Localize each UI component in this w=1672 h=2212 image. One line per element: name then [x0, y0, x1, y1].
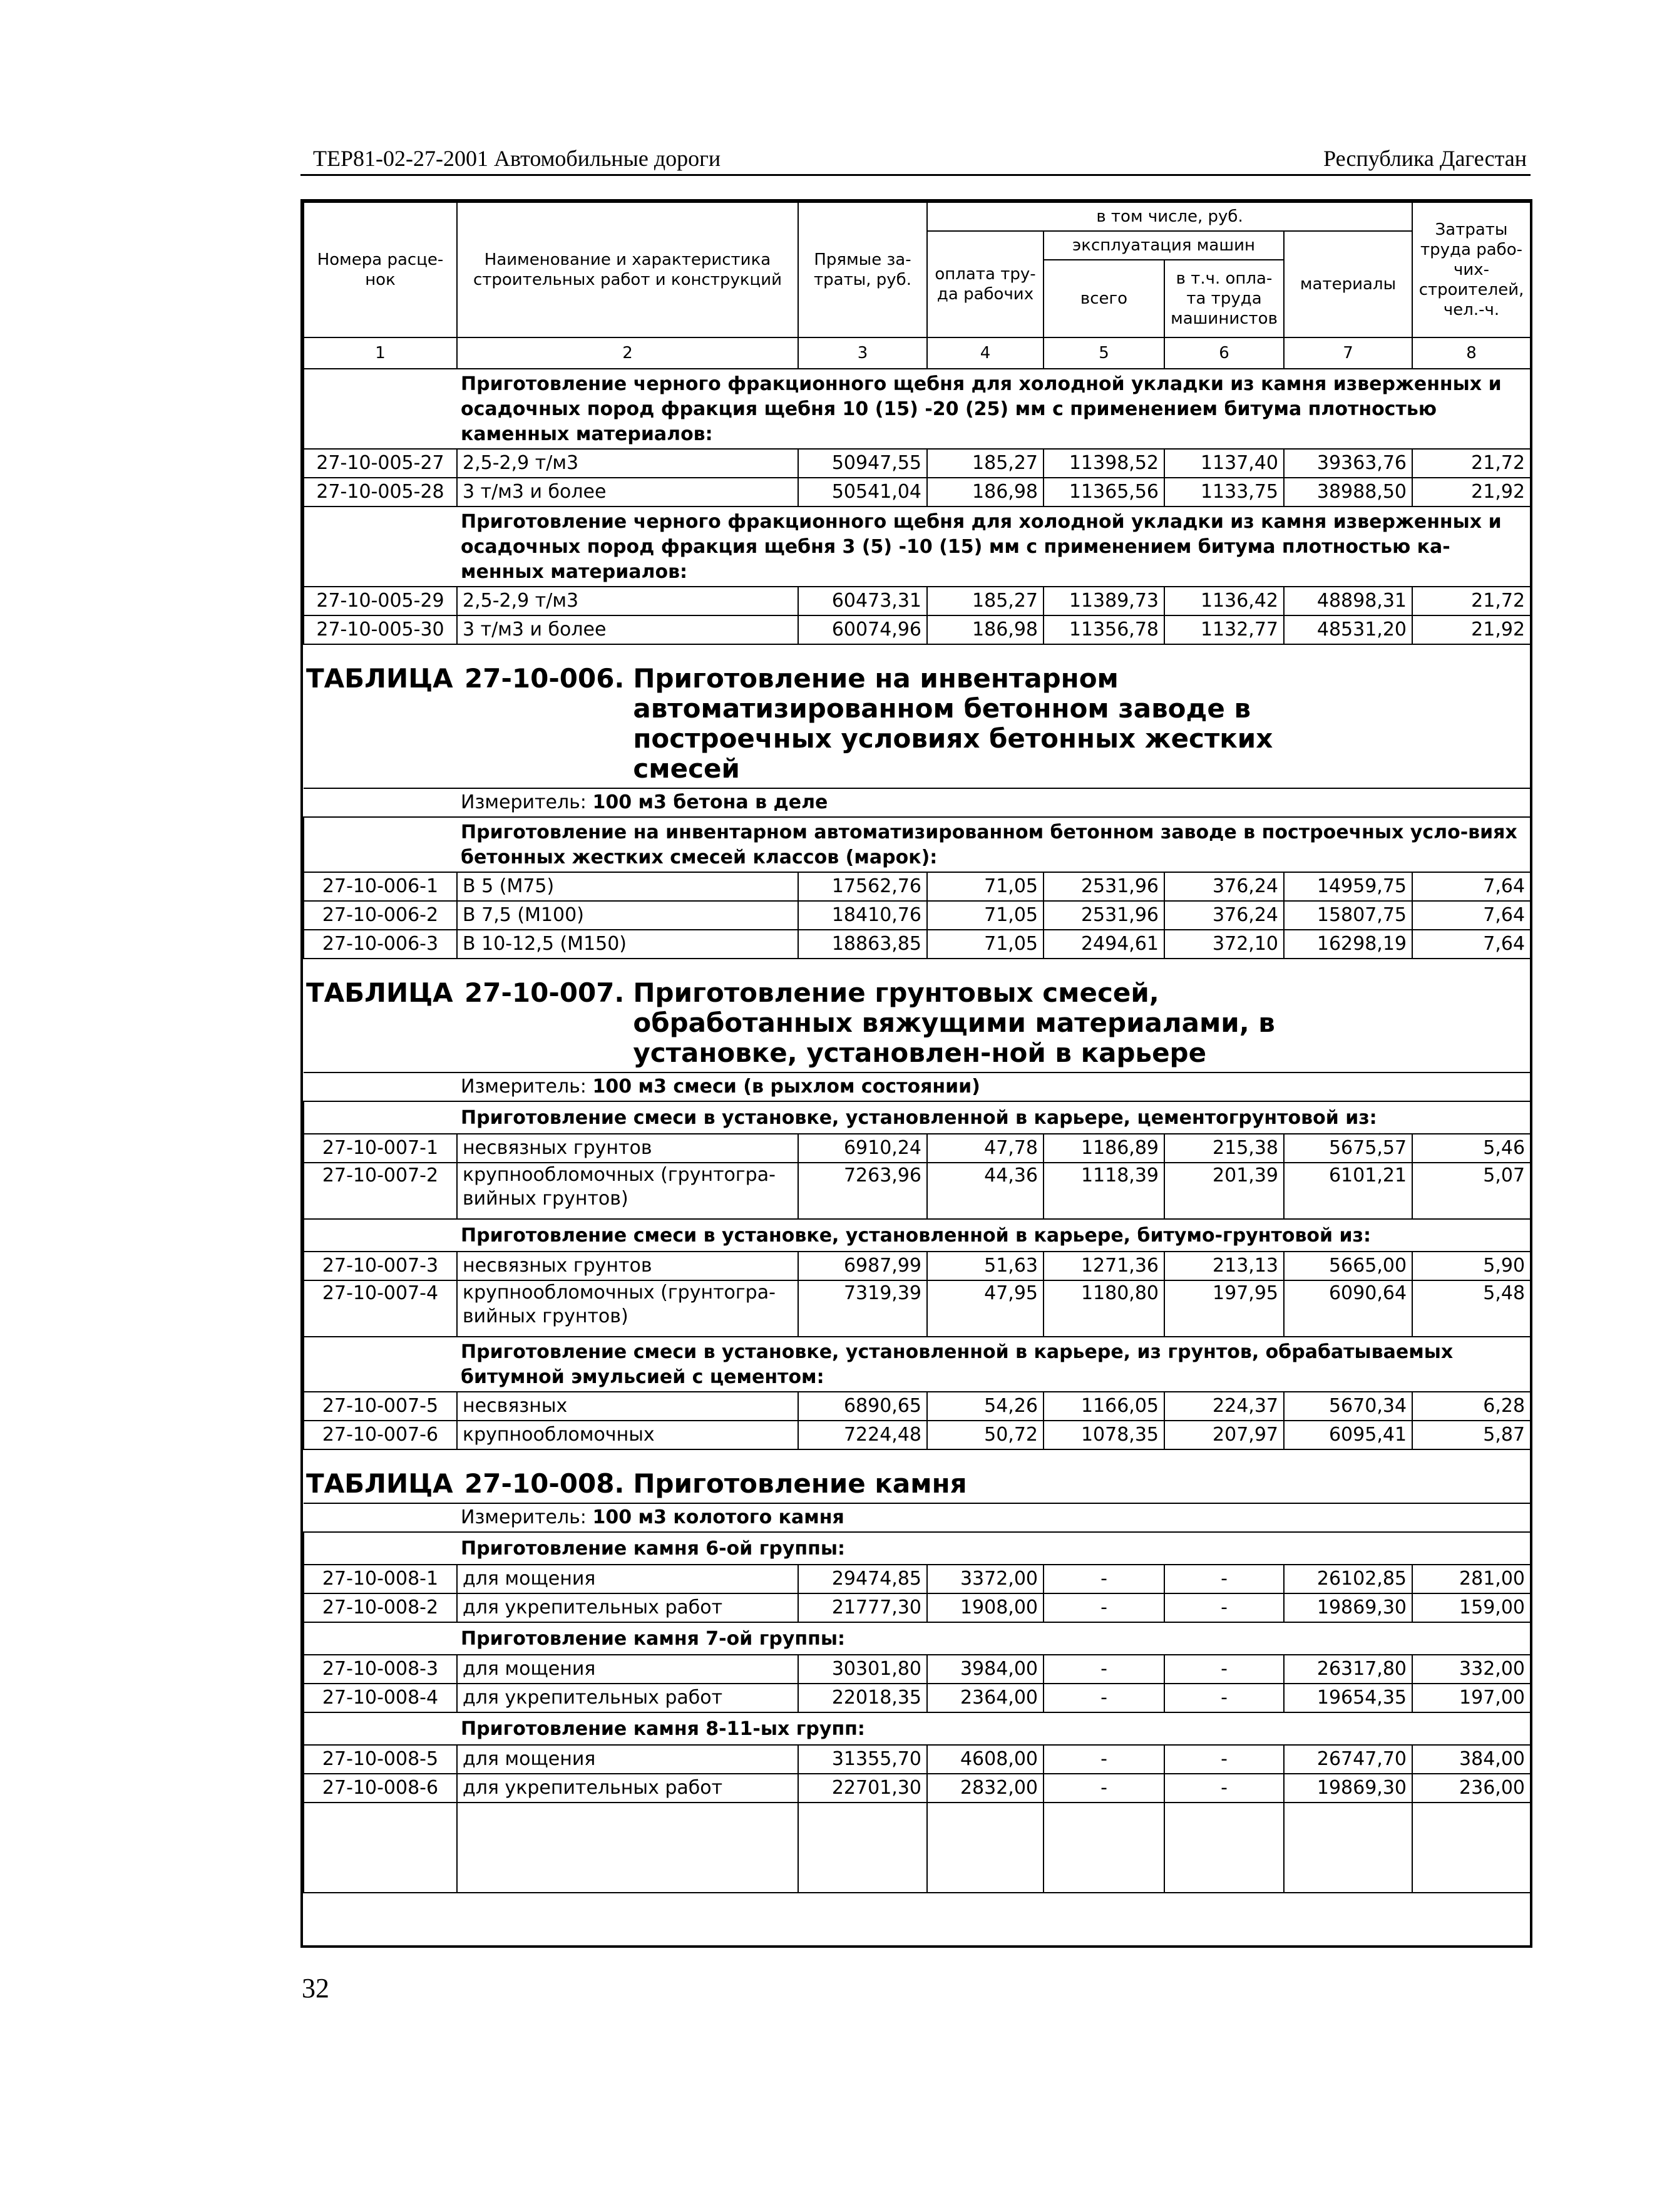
labor-hours: 7,64 [1412, 930, 1531, 959]
price-table-frame [300, 199, 1532, 1948]
group-title: Приготовление черного фракционного щебня для холодной укладки из камня изверженных и осадочных пород фракция щебня 10 (15) -20 (25) мм с применением битума плотностью каменных материалов: [457, 369, 1531, 449]
machines-total: - [1044, 1745, 1164, 1774]
table-title: Приготовление грунтовых смесей, обработанных вяжущими материалами, в установке, установлен-ной в карьере [633, 977, 1275, 1068]
wages: 4608,00 [927, 1745, 1044, 1774]
wages: 71,05 [927, 901, 1044, 930]
page-number: 32 [302, 1973, 329, 2004]
machines-total: 1166,05 [1044, 1392, 1164, 1421]
materials: 39363,76 [1284, 449, 1412, 478]
materials: 5670,34 [1284, 1392, 1412, 1421]
group-title: Приготовление смеси в установке, установленной в карьере, из грунтов, обрабатываемых битумной эмульсией с цементом: [457, 1337, 1531, 1392]
table-row [304, 587, 1531, 615]
group-row [304, 1532, 1531, 1565]
table-keyword: ТАБЛИЦА [306, 1468, 453, 1499]
column-number: 8 [1412, 337, 1531, 369]
group-row [304, 507, 1531, 587]
work-description: несвязных грунтов [457, 1134, 798, 1163]
table-row [304, 1421, 1531, 1449]
table-row [304, 1163, 1531, 1219]
column-number: 7 [1284, 337, 1412, 369]
direct-costs: 60473,31 [798, 587, 927, 615]
direct-costs: 7224,48 [798, 1421, 927, 1449]
column-number: 1 [304, 337, 457, 369]
machines-total: 11356,78 [1044, 615, 1164, 644]
rate-code: 27-10-008-4 [304, 1684, 457, 1712]
materials: 19654,35 [1284, 1684, 1412, 1712]
group-row [304, 1219, 1531, 1252]
operator-wages: 207,97 [1164, 1421, 1284, 1449]
materials: 19869,30 [1284, 1593, 1412, 1622]
rate-code: 27-10-008-2 [304, 1593, 457, 1622]
meter-label: Измеритель: [461, 1506, 587, 1528]
operator-wages: - [1164, 1565, 1284, 1593]
machines-total: 2494,61 [1044, 930, 1164, 959]
meter-value: 100 м3 бетона в деле [592, 791, 828, 813]
labor-hours: 5,90 [1412, 1252, 1531, 1280]
operator-wages: 376,24 [1164, 901, 1284, 930]
work-description: 3 т/м3 и более [457, 615, 798, 644]
operator-wages: - [1164, 1745, 1284, 1774]
rate-code: 27-10-008-3 [304, 1655, 457, 1684]
table-heading-row [304, 959, 1531, 1073]
machines-total: 1118,39 [1044, 1163, 1164, 1219]
materials: 19869,30 [1284, 1774, 1412, 1803]
group-title: Приготовление на инвентарном автоматизированном бетонном заводе в построечных усло-виях бетонных жестких смесей классов (марок): [457, 817, 1531, 872]
labor-hours: 5,87 [1412, 1421, 1531, 1449]
column-number: 4 [927, 337, 1044, 369]
meter-label: Измеритель: [461, 791, 587, 813]
work-description: для мощения [457, 1745, 798, 1774]
work-description: для мощения [457, 1565, 798, 1593]
wages: 51,63 [927, 1252, 1044, 1280]
operator-wages: 372,10 [1164, 930, 1284, 959]
work-description: 2,5-2,9 т/м3 [457, 587, 798, 615]
materials: 26747,70 [1284, 1745, 1412, 1774]
direct-costs: 6910,24 [798, 1134, 927, 1163]
work-description: несвязных [457, 1392, 798, 1421]
meter-value: 100 м3 колотого камня [592, 1506, 844, 1528]
wages: 185,27 [927, 449, 1044, 478]
rate-code: 27-10-007-2 [304, 1163, 457, 1219]
table-row [304, 1774, 1531, 1803]
labor-hours: 21,72 [1412, 449, 1531, 478]
col-header-labor-hours: Затраты труда рабо-чих-строителей, чел.-ч. [1412, 202, 1531, 337]
work-description: крупнообломочных [457, 1421, 798, 1449]
machines-total: 1078,35 [1044, 1421, 1164, 1449]
rate-code: 27-10-007-5 [304, 1392, 457, 1421]
machines-total: 2531,96 [1044, 872, 1164, 901]
materials: 6101,21 [1284, 1163, 1412, 1219]
col-header-machines: эксплуатация машин [1044, 231, 1284, 260]
table-row [304, 449, 1531, 478]
direct-costs: 31355,70 [798, 1745, 927, 1774]
table-heading [304, 664, 1531, 784]
operator-wages: 1137,40 [1164, 449, 1284, 478]
wages: 186,98 [927, 615, 1044, 644]
machines-total: 1271,36 [1044, 1252, 1164, 1280]
materials: 15807,75 [1284, 901, 1412, 930]
meter-row [304, 1073, 1531, 1101]
wages: 47,95 [927, 1280, 1044, 1337]
price-table [303, 202, 1531, 1893]
table-row [304, 1593, 1531, 1622]
col-header-name: Наименование и характеристика строительных работ и конструкций [457, 202, 798, 337]
table-row [304, 1392, 1531, 1421]
wages: 50,72 [927, 1421, 1044, 1449]
table-keyword: ТАБЛИЦА [306, 977, 453, 1008]
direct-costs: 6890,65 [798, 1392, 927, 1421]
operator-wages: - [1164, 1655, 1284, 1684]
materials: 26317,80 [1284, 1655, 1412, 1684]
rate-code: 27-10-005-29 [304, 587, 457, 615]
labor-hours: 5,46 [1412, 1134, 1531, 1163]
wages: 47,78 [927, 1134, 1044, 1163]
materials: 16298,19 [1284, 930, 1412, 959]
labor-hours: 21,72 [1412, 587, 1531, 615]
work-description: для мощения [457, 1655, 798, 1684]
meter-value: 100 м3 смеси (в рыхлом состоянии) [592, 1076, 980, 1098]
meter-row [304, 1503, 1531, 1532]
group-row [304, 1337, 1531, 1392]
materials: 48898,31 [1284, 587, 1412, 615]
operator-wages: 1132,77 [1164, 615, 1284, 644]
blank-row [304, 1803, 1531, 1893]
materials: 48531,20 [1284, 615, 1412, 644]
group-title: Приготовление смеси в установке, установленной в карьере, битумо-грунтовой из: [457, 1219, 1531, 1252]
rate-code: 27-10-005-30 [304, 615, 457, 644]
labor-hours: 384,00 [1412, 1745, 1531, 1774]
col-header-direct-costs: Прямые за-траты, руб. [798, 202, 927, 337]
wages: 186,98 [927, 478, 1044, 507]
wages: 44,36 [927, 1163, 1044, 1219]
group-title: Приготовление черного фракционного щебня для холодной укладки из камня изверженных и осадочных пород фракция щебня 3 (5) -10 (15) мм с применением битума плотностью ка-менных материалов: [457, 507, 1531, 587]
wages: 3372,00 [927, 1565, 1044, 1593]
operator-wages: 1136,42 [1164, 587, 1284, 615]
labor-hours: 21,92 [1412, 478, 1531, 507]
rate-code: 27-10-007-3 [304, 1252, 457, 1280]
work-description: для укрепительных работ [457, 1684, 798, 1712]
machines-total: - [1044, 1655, 1164, 1684]
machines-total: 1186,89 [1044, 1134, 1164, 1163]
rate-code: 27-10-007-4 [304, 1280, 457, 1337]
materials: 6095,41 [1284, 1421, 1412, 1449]
direct-costs: 17562,76 [798, 872, 927, 901]
labor-hours: 332,00 [1412, 1655, 1531, 1684]
machines-total: 11389,73 [1044, 587, 1164, 615]
operator-wages: - [1164, 1774, 1284, 1803]
direct-costs: 18863,85 [798, 930, 927, 959]
rate-code: 27-10-008-6 [304, 1774, 457, 1803]
table-heading-row [304, 1449, 1531, 1503]
materials: 38988,50 [1284, 478, 1412, 507]
group-title: Приготовление камня 6-ой группы: [457, 1532, 1531, 1565]
table-row [304, 1655, 1531, 1684]
table-row [304, 615, 1531, 644]
table-row [304, 872, 1531, 901]
direct-costs: 7319,39 [798, 1280, 927, 1337]
wages: 71,05 [927, 930, 1044, 959]
group-row [304, 1101, 1531, 1134]
machines-total: - [1044, 1565, 1164, 1593]
rate-code: 27-10-006-1 [304, 872, 457, 901]
wages: 2832,00 [927, 1774, 1044, 1803]
direct-costs: 7263,96 [798, 1163, 927, 1219]
direct-costs: 50541,04 [798, 478, 927, 507]
col-header-materials: материалы [1284, 231, 1412, 337]
table-row [304, 930, 1531, 959]
direct-costs: 18410,76 [798, 901, 927, 930]
running-header [300, 143, 1531, 176]
operator-wages: 201,39 [1164, 1163, 1284, 1219]
wages: 3984,00 [927, 1655, 1044, 1684]
table-row [304, 1745, 1531, 1774]
work-description: 3 т/м3 и более [457, 478, 798, 507]
table-number: 27-10-007. [464, 977, 625, 1008]
wages: 71,05 [927, 872, 1044, 901]
table-row [304, 1684, 1531, 1712]
labor-hours: 6,28 [1412, 1392, 1531, 1421]
column-number: 5 [1044, 337, 1164, 369]
operator-wages: - [1164, 1684, 1284, 1712]
work-description: 2,5-2,9 т/м3 [457, 449, 798, 478]
machines-total: 2531,96 [1044, 901, 1164, 930]
work-description: крупнообломочных (грунтогра-вийных грунтов) [457, 1163, 798, 1219]
col-header-machines-total: всего [1044, 260, 1164, 337]
group-row [304, 817, 1531, 872]
column-number-row [304, 337, 1531, 369]
group-row [304, 1712, 1531, 1745]
operator-wages: 1133,75 [1164, 478, 1284, 507]
direct-costs: 22701,30 [798, 1774, 927, 1803]
work-description: несвязных грунтов [457, 1252, 798, 1280]
meter-label: Измеритель: [461, 1076, 587, 1098]
wages: 54,26 [927, 1392, 1044, 1421]
rate-code: 27-10-007-1 [304, 1134, 457, 1163]
machines-total: - [1044, 1684, 1164, 1712]
rate-code: 27-10-008-5 [304, 1745, 457, 1774]
table-heading-row [304, 644, 1531, 788]
direct-costs: 60074,96 [798, 615, 927, 644]
rate-code: 27-10-006-2 [304, 901, 457, 930]
work-description: В 10-12,5 (М150) [457, 930, 798, 959]
direct-costs: 29474,85 [798, 1565, 927, 1593]
table-number: 27-10-008. [464, 1468, 625, 1499]
group-title: Приготовление камня 8-11-ых групп: [457, 1712, 1531, 1745]
table-row [304, 478, 1531, 507]
machines-total: - [1044, 1593, 1164, 1622]
rate-code: 27-10-007-6 [304, 1421, 457, 1449]
rate-code: 27-10-005-27 [304, 449, 457, 478]
labor-hours: 236,00 [1412, 1774, 1531, 1803]
table-row [304, 1252, 1531, 1280]
labor-hours: 281,00 [1412, 1565, 1531, 1593]
col-header-wages: оплата тру-да рабочих [927, 231, 1044, 337]
machines-total: 11365,56 [1044, 478, 1164, 507]
table-row [304, 901, 1531, 930]
rate-code: 27-10-008-1 [304, 1565, 457, 1593]
labor-hours: 21,92 [1412, 615, 1531, 644]
meter-row [304, 788, 1531, 817]
table-row [304, 1565, 1531, 1593]
direct-costs: 50947,55 [798, 449, 927, 478]
labor-hours: 7,64 [1412, 872, 1531, 901]
labor-hours: 5,48 [1412, 1280, 1531, 1337]
table-number: 27-10-006. [464, 663, 625, 694]
group-row [304, 369, 1531, 449]
work-description: крупнообломочных (грунтогра-вийных грунтов) [457, 1280, 798, 1337]
operator-wages: 213,13 [1164, 1252, 1284, 1280]
materials: 14959,75 [1284, 872, 1412, 901]
column-number: 2 [457, 337, 798, 369]
table-title: Приготовление на инвентарном автоматизированном бетонном заводе в построечных условиях бетонных жестких смесей [633, 663, 1273, 784]
direct-costs: 30301,80 [798, 1655, 927, 1684]
work-description: для укрепительных работ [457, 1774, 798, 1803]
col-header-operator-wages: в т.ч. опла-та труда машинистов [1164, 260, 1284, 337]
labor-hours: 159,00 [1412, 1593, 1531, 1622]
operator-wages: - [1164, 1593, 1284, 1622]
labor-hours: 197,00 [1412, 1684, 1531, 1712]
operator-wages: 224,37 [1164, 1392, 1284, 1421]
labor-hours: 5,07 [1412, 1163, 1531, 1219]
work-description: для укрепительных работ [457, 1593, 798, 1622]
rate-code: 27-10-005-28 [304, 478, 457, 507]
machines-total: 1180,80 [1044, 1280, 1164, 1337]
table-title: Приготовление камня [633, 1468, 967, 1499]
direct-costs: 6987,99 [798, 1252, 927, 1280]
group-title: Приготовление камня 7-ой группы: [457, 1622, 1531, 1655]
column-number: 6 [1164, 337, 1284, 369]
rate-code: 27-10-006-3 [304, 930, 457, 959]
labor-hours: 7,64 [1412, 901, 1531, 930]
wages: 185,27 [927, 587, 1044, 615]
materials: 5665,00 [1284, 1252, 1412, 1280]
document-title: ТЕР81-02-27-2001 Автомобильные дороги [313, 146, 721, 171]
work-description: В 5 (М75) [457, 872, 798, 901]
table-keyword: ТАБЛИЦА [306, 663, 453, 694]
direct-costs: 21777,30 [798, 1593, 927, 1622]
table-heading [304, 978, 1531, 1068]
col-header-codes: Номера расце-нок [304, 202, 457, 337]
table-row [304, 1280, 1531, 1337]
direct-costs: 22018,35 [798, 1684, 927, 1712]
wages: 1908,00 [927, 1593, 1044, 1622]
group-row [304, 1622, 1531, 1655]
column-number: 3 [798, 337, 927, 369]
work-description: В 7,5 (М100) [457, 901, 798, 930]
operator-wages: 215,38 [1164, 1134, 1284, 1163]
materials: 26102,85 [1284, 1565, 1412, 1593]
machines-total: 11398,52 [1044, 449, 1164, 478]
table-heading [304, 1469, 1531, 1499]
table-row [304, 1134, 1531, 1163]
col-header-including: в том числе, руб. [927, 202, 1412, 231]
operator-wages: 376,24 [1164, 872, 1284, 901]
materials: 6090,64 [1284, 1280, 1412, 1337]
operator-wages: 197,95 [1164, 1280, 1284, 1337]
machines-total: - [1044, 1774, 1164, 1803]
region-name: Республика Дагестан [1323, 146, 1527, 171]
materials: 5675,57 [1284, 1134, 1412, 1163]
wages: 2364,00 [927, 1684, 1044, 1712]
group-title: Приготовление смеси в установке, установленной в карьере, цементогрунтовой из: [457, 1101, 1531, 1134]
